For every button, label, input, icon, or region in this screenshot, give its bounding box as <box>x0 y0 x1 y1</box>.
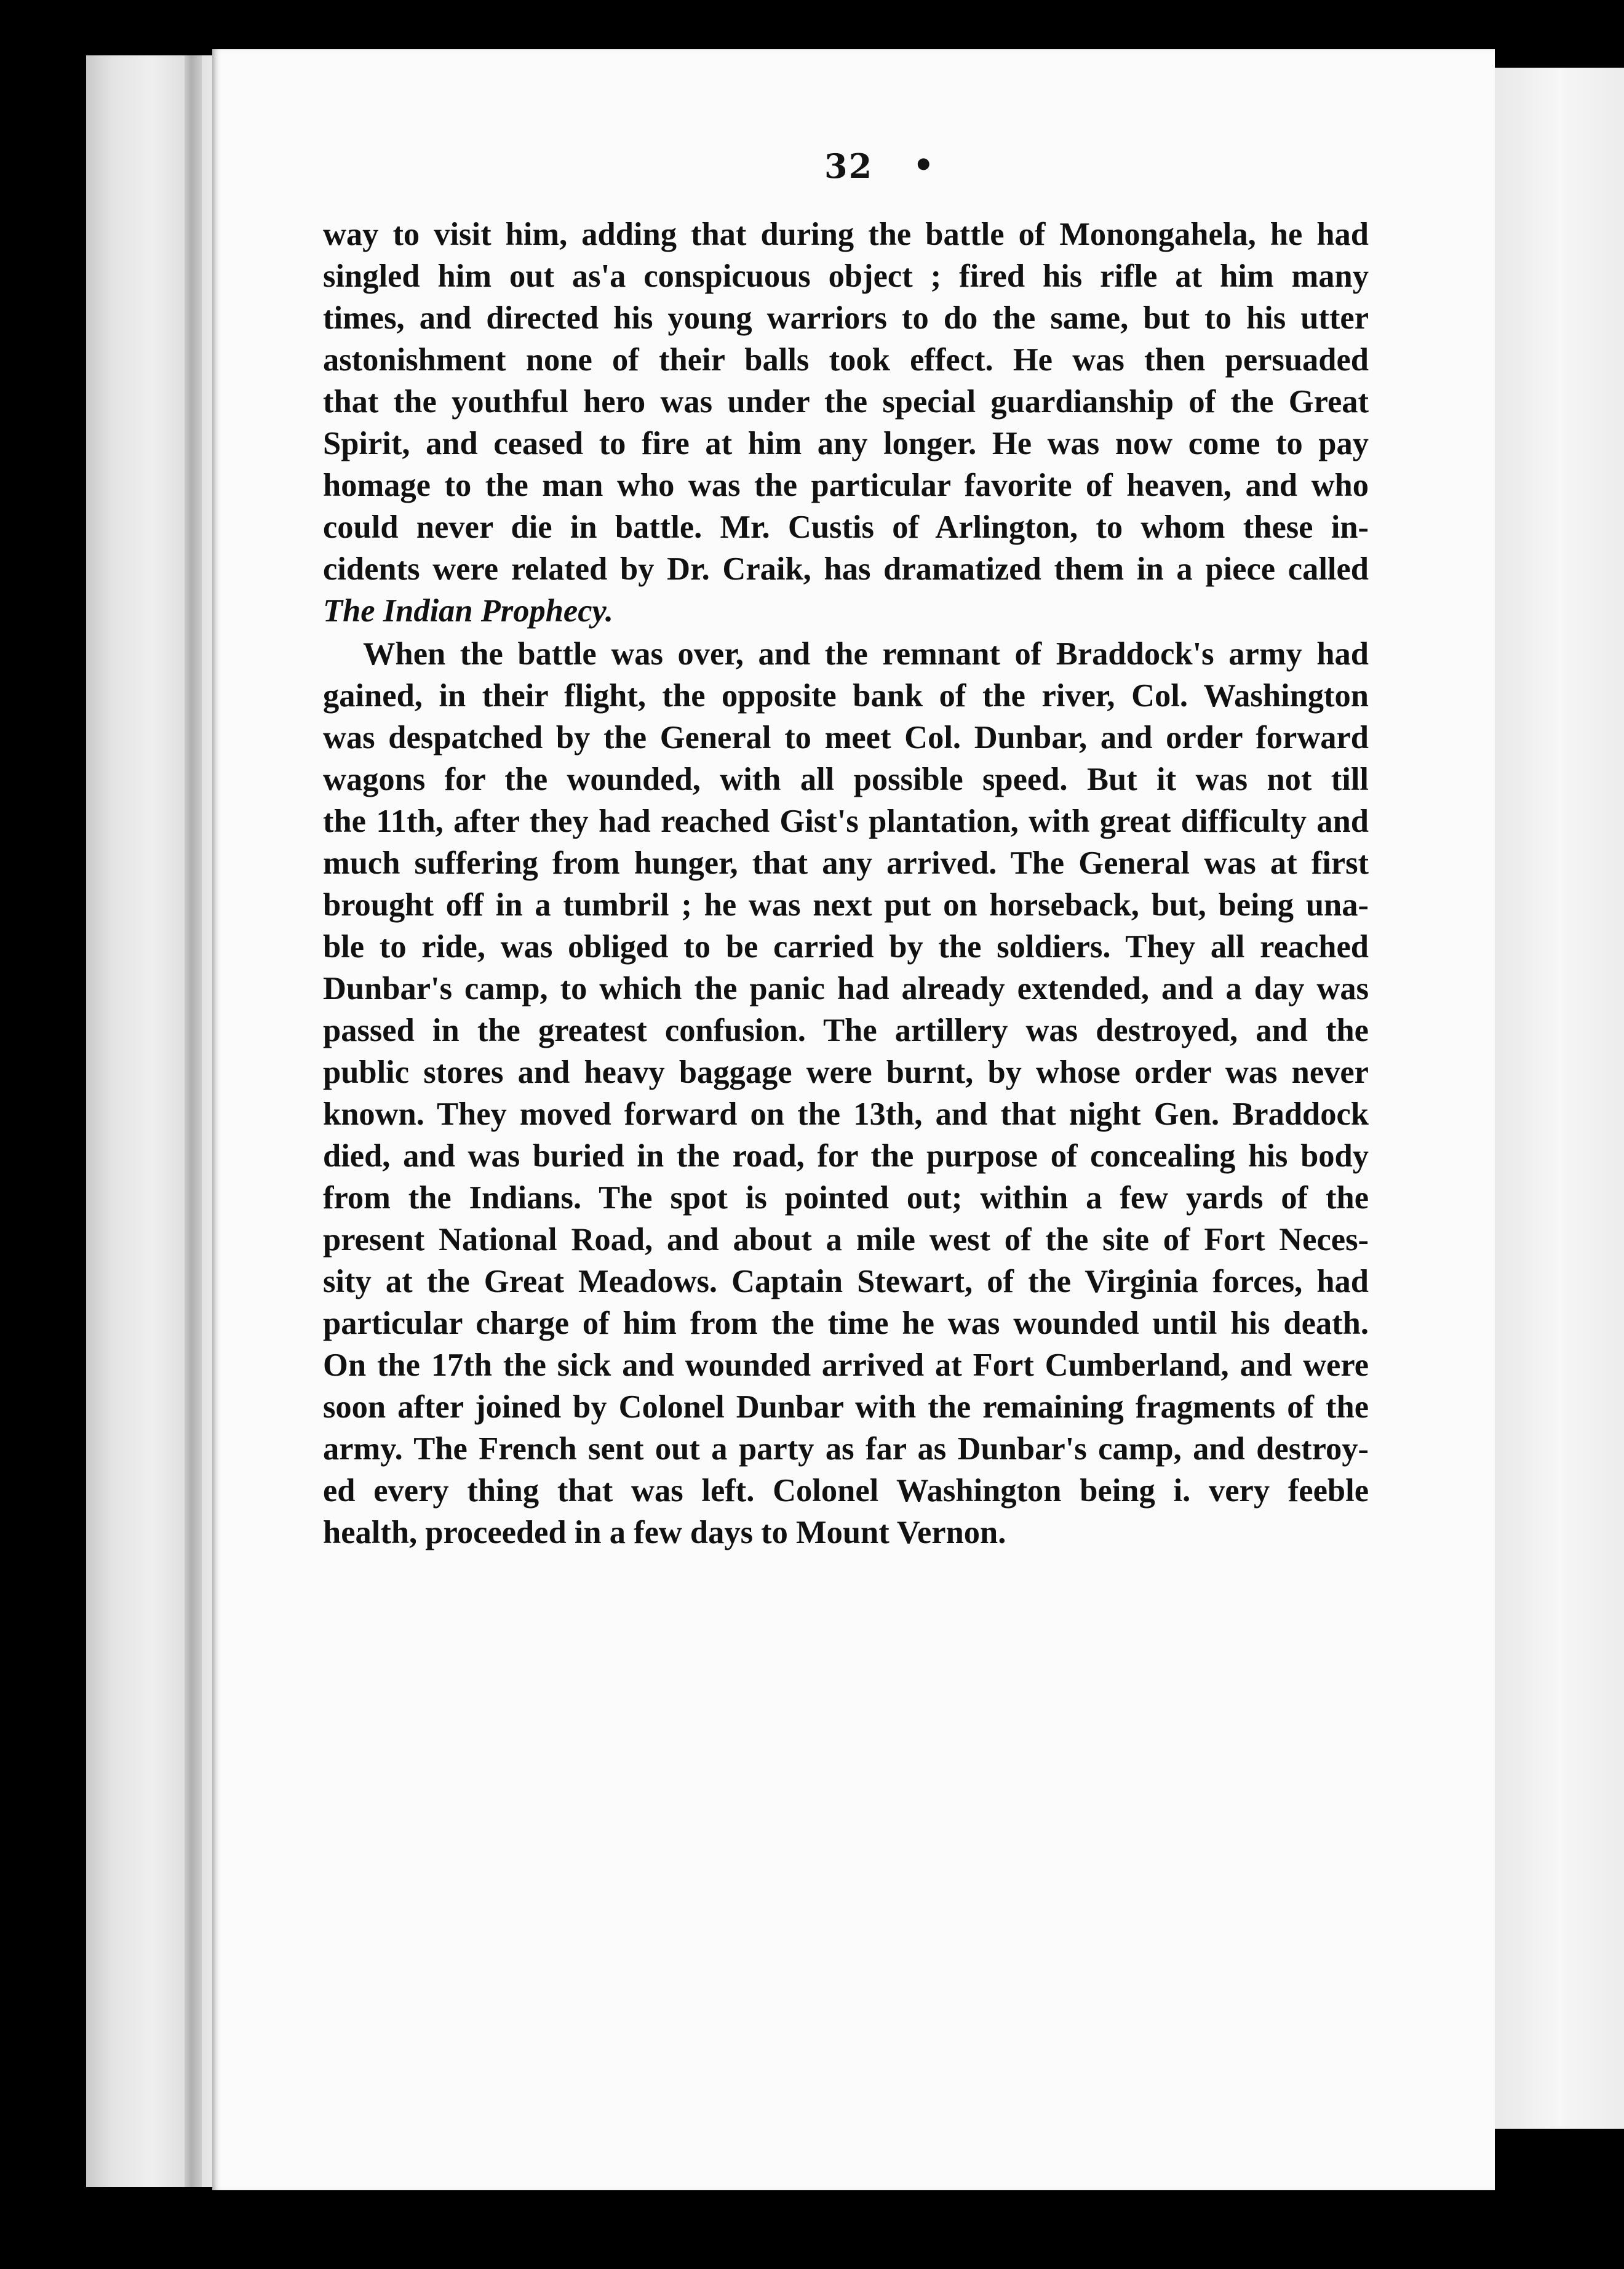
text-line: was despatched by the General to meet Col. Dunbar, and order forward <box>323 720 1369 756</box>
left-page-edge <box>86 55 234 2187</box>
paragraph-first-line: When the battle was over, and the remnant of Braddock's army had <box>363 636 1369 672</box>
page-number-mark: • <box>913 145 934 185</box>
bleed-through-mark <box>381 1575 388 1604</box>
text-line: the 11th, after they had reached Gist's plantation, with great difficulty and <box>323 804 1369 839</box>
binding-shadow <box>185 55 202 2187</box>
text-line: brought off in a tumbril ; he was next put on horseback, but, being una- <box>323 887 1369 923</box>
text-line: soon after joined by Colonel Dunbar with the remaining fragments of the <box>323 1389 1369 1425</box>
text-line: health, proceeded in a few days to Mount Vernon. <box>323 1515 1006 1550</box>
right-page-edge <box>1495 68 1624 2129</box>
text-line: singled him out as'a conspicuous object ; fired his rifle at him many <box>323 258 1369 294</box>
text-line: much suffering from hunger, that any arrived. The General was at first <box>323 845 1369 881</box>
text-line: wagons for the wounded, with all possible speed. But it was not till <box>323 762 1369 797</box>
text-line: that the youthful hero was under the special guardianship of the Great <box>323 384 1369 420</box>
text-line: Dunbar's camp, to which the panic had already extended, and a day was <box>323 971 1369 1007</box>
text-line: way to visit him, adding that during the battle of Monongahela, he had <box>323 217 1369 252</box>
text-line: present National Road, and about a mile west of the site of Fort Neces- <box>323 1222 1369 1258</box>
text-line: sity at the Great Meadows. Captain Stewart, of the Virginia forces, had <box>323 1264 1369 1299</box>
text-line: homage to the man who was the particular favorite of heaven, and who <box>323 468 1369 503</box>
text-line: army. The French sent out a party as far as Dunbar's camp, and destroy- <box>323 1431 1369 1467</box>
text-line: died, and was buried in the road, for the purpose of concealing his body <box>323 1138 1369 1174</box>
text-line: times, and directed his young warriors to do the same, but to his utter <box>323 300 1369 336</box>
text-line: astonishment none of their balls took effect. He was then persuaded <box>323 342 1369 378</box>
text-line: cidents were related by Dr. Craik, has dramatized them in a piece called <box>323 551 1369 587</box>
text-line: On the 17th the sick and wounded arrived at Fort Cumberland, and were <box>323 1347 1369 1383</box>
text-line: from the Indians. The spot is pointed out; within a few yards of the <box>323 1180 1369 1216</box>
page-number: 32 <box>824 146 874 186</box>
text-line: public stores and heavy baggage were burnt, by whose order was never <box>323 1055 1369 1090</box>
text-line: ble to ride, was obliged to be carried by the soldiers. They all reached <box>323 929 1369 965</box>
text-line: particular charge of him from the time he was wounded until his death. <box>323 1306 1369 1341</box>
text-line: could never die in battle. Mr. Custis of Arlington, to whom these in- <box>323 509 1369 545</box>
text-line: Spirit, and ceased to fire at him any longer. He was now come to pay <box>323 426 1369 461</box>
text-line: gained, in their flight, the opposite bank of the river, Col. Washington <box>323 678 1369 714</box>
text-line: ed every thing that was left. Colonel Washington being i. very feeble <box>323 1473 1369 1509</box>
text-line: known. They moved forward on the 13th, and that night Gen. Braddock <box>323 1096 1369 1132</box>
play-title-line: The Indian Prophecy. <box>323 593 614 629</box>
text-line: passed in the greatest confusion. The artillery was destroyed, and the <box>323 1013 1369 1048</box>
